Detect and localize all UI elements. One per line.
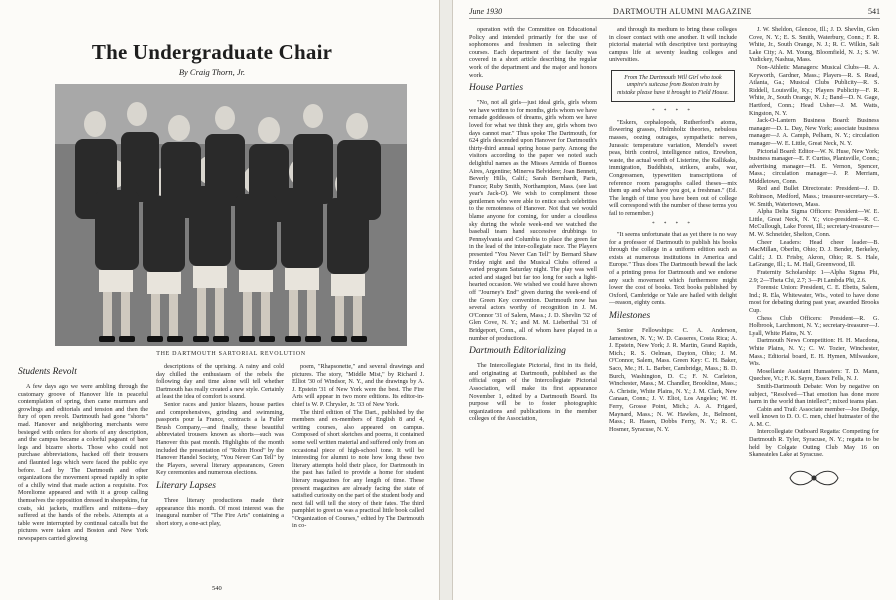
paragraph: The third edition of The Dart., published by the members and ex-members of English 8 and 4, writing courses, also appeared on campus. Composed of short sketches and poems, it contained some well written material and suffered only from an occasional piece of high-school tone. It will be interesting for alumni to note how long these two literary attempts hold their place, for Dartmouth in the past has failed to provide a home for student literary magazines for any length of time. These present magazines are already facing the state of satisfied curiosity on the part of the student body and next fall will tell the story of their fates. The third pamphlet to greet us was a practical little book called "Organization of Courses," edited by The Dartmouth in co- (292, 408, 424, 530)
right-page (452, 0, 896, 600)
paragraph: and through its medium to bring these colleges in closer contact with one another. It will include pictorial material with descriptive text portraying campus life at seventy leading colleges and universities. (609, 26, 737, 64)
right-column-3 (749, 26, 879, 592)
paragraph: operation with the Committee on Educational Policy and intended primarily for the use of sophomores and freshmen in selecting their courses. Each department of the faculty was covered in a short article describing the regular work of the department and the major and honors work. (469, 26, 597, 79)
paragraph: Cabin and Trail: Associate member—Joe Dodge, well known to D. O. C. men, chief hutmaster of the A. M. C. (749, 405, 879, 428)
paragraph: Alpha Delta Sigma Officers: President—W. E. Little, Great Neck, N. Y.; vice-president—R. C. McCullough, Lake Forest, Ill.; secretary-treasurer—M. W. Schneider, Shelton, Conn. (749, 208, 879, 239)
paragraph: Forensic Union: President, C. E. Ebetts, Salem, Ind.; R. Ela, Whitewater, Wis., voted to have done most for debating during past year, awarded Brooks Cup. (749, 284, 879, 314)
section-heading-house-parties: House Parties (469, 83, 524, 94)
paragraph: Non-Athletic Managers: Musical Clubs—R. A. Keyworth, Gardner, Mass.; Players—R. S. Read, Atlanta, Ga.; Musical Clubs Publicity—R. S. Riddell, Louisville, Ky.; Players Publicity—F. R. White, Jr., South Orange, N. J.; Band—D. N. Gage, Hartford, Conn.; Head Usher—J. M. Watts, Kingston, N. Y. (749, 63, 879, 117)
paragraph: Smith-Dartmouth Debate: Won by negative on subject, "Resolved—That emotion has done more harm in the world than intellect"; mixed teams plan. (749, 382, 879, 406)
section-divider: * * * * (652, 221, 694, 227)
section-heading-literary-lapses: Literary Lapses (156, 480, 216, 491)
left-page (0, 0, 440, 600)
paragraph: Senior races and junior blazers, house parties and comprehensives, grinding and swimming, passports pour la France, contracts a la Fuller Brush Company,—and finally, these beautiful abbreviated trousers known as shorts—such was Hanover this past month. Highlights of the month included the presentation of "Robin Hood" by the Hanover Handel Society, "You Never Can Tell" by the Players, several literary appearances, Green Key ceremonies and numerous elections. (156, 400, 284, 477)
paragraph: Jack-O-Lantern Business Board: Business manager—D. L. Day, New York; associate business manager—J. A. Camph, Pelham, N. Y.; circulation manager—W. E. Little, Great Neck, N. Y. (749, 117, 879, 147)
paragraph: Three literary productions made their appearance this month. Of most interest was the inaugural number of "The Fire Arts" containing a short story, a one-act play, (156, 496, 284, 527)
left-column-2 (156, 363, 284, 573)
page-number-right: 541 (868, 7, 880, 16)
magazine-title: DARTMOUTH ALUMNI MAGAZINE (613, 7, 752, 16)
paragraph: descriptions of the uprising. A rainy and cold day chilled the enthusiasm of the rebels the following day and time alone will tell whether Dartmouth has really created a new style. Certainly at least the idea of comfort is sound. (156, 363, 284, 401)
paragraph: Fraternity Scholarship: 1—Alpha Sigma Phi, 2.9; 2—Theta Chi, 2.7; 3—Pi Lambda Phi, 2.6. (749, 269, 879, 284)
section-divider: * * * * (652, 109, 694, 115)
left-column-1 (18, 363, 148, 573)
right-column-2 (609, 26, 737, 592)
page-number-left: 540 (212, 585, 222, 592)
paragraph: Red and Bullet Directorate: President—J. D. Robinson, Medford, Mass.; treasurer-secretary—S. W. Smith, Watertown, Mass. (749, 185, 879, 208)
paragraph: Dartmouth News Competition: H. H. Macdona, White Plains, N. Y.; C. W. Tozier, Winchester, Mass.; Editorial board, E. H. Hymen, Milwaukee, Wis. (749, 337, 879, 368)
ornament-icon (749, 467, 879, 492)
byline: By Craig Thorn, Jr. (178, 67, 246, 77)
section-heading-milestones: Milestones (609, 311, 651, 322)
paragraph: "No, not all girls—just ideal girls, girls whom we have written to for months, girls whom we have remade goddesses of dreams, girls whom we have loved for what we think they are, girls whom two days cannot mar." Thus spoke The Dartmouth, for 624 girls descended upon Hanover for Dartmouth's thirty-third annual spring house party. Among the visitors according to the paper we noted such delightful names as the Misses Armida of Buenos Aires, Argentine; Minerva Belvidere; Joan Bennett, Beverly Hills, Calif.; Sarah Bernhardt, Paris, France; Ruby Smith, Northampton, Mass. (see last year's Jack-O). We wish to compliment those gentlemen who were able to entice such celebrities to the remoteness of Hanover. Not that we would blame anyone for coming, for under a cloudless sky during the whole week-end we watched the baseball team hand successive drubbings to Pennsylvania and Columbia to place the green far in the lead of the inter-collegiate race. The Players presented "You Never Can Tell" by Bernard Shaw Friday night and the Musical Clubs offered a varied program Saturday night. The play was well acted and staged but far too long for such a light-hearted occasion. We wished we could have shown off "Journey's End" given during the week-end of the Green Key convention. Dartmouth now has several actors worthy of recognition in J. M. O'Connor '31 of Salem, Mass.; J. D. Shevlin '32 of Glen Cove, N. Y.; and M. M. Lieberthal '31 of Bridgeport, Conn., all of whom have played in a number of productions. (469, 99, 597, 342)
paragraph: Senior Fellowships: C. A. Anderson, Jamestown, N. Y.; W. D. Casseres, Costa Rica; A. J. Epstein, New York; J. R. Martin, Grand Rapids, Mich.; R. S. Oelman, Dayton, Ohio; J. M. O'Connor, Salem, Mass. Green Key: C. H. Baker, Saco, Me.; H. L. Barber, Cambridge, Mass.; B. D. Burch, Washington, D. C.; F. N. Carleton, Winchester, Mass.; M. Chandler, Brookline, Mass.; A. Christie, White Plains, N. Y.; J. M. Clark, New Canaan, Conn.; J. V. Eliot, Los Angeles; W. H. Ferry, Grosse Point, Mich.; A. A. Frigard, Maynard, Mass.; N. W. Hawkes, Jr., Belmont, Mass.; R. Hasen, Dobbs Ferry, N. Y.; R. C. Hosmer, Syracuse, N. Y. (609, 327, 737, 433)
paragraph: A few days ago we were ambling through the customary groove of Hanover life in peaceful contemplation of spring, then came murmurs and growlings and editorials and tension and then the fury of open revolt. Dartmouth had gone "shorts" mad. Hanover and neighboring merchants were besieged with orders for shorts of any description, and the campus became a colorful pageant of bare legs and bizarre shorts. Those who could not purchase abbreviations, hacked off their trousers and flaunted legs which were faced the public eye before. Led by The Dartmouth and other organizations the movement spread rapidly in spite of a chilly wind that made action a requisite. Fox Moreliome appeared and with it a group calling themselves the opposition dressed in sheepskins, fur coats, ski jackets, mufflers and mittens—they suffered at the hands of the rebels. Attempts at a table were interrupted by continual catcalls but the pictures were taken and Boston and New York newspapers carried glowing (18, 383, 148, 542)
right-column-1 (469, 26, 597, 592)
paragraph: "It seems unfortunate that as yet there is no way for a professor of Dartmouth to publish his books through the college in a uniform edition such as exists at numerous institutions in America and Europe." Thus does The Dartmouth bewail the lack of a printing press for Dartmouth and we endorse any such movement which furthermore might lower the cost of books. Text books published by Oxford, Cambridge or Yale are hailed with delight—reason, eighty cents. (609, 231, 737, 307)
boxed-notice: From The Dartmouth Will Girl who took umpire's suitcase from Boston train by mistake please have it brought to Field House. (611, 70, 735, 102)
paragraph: Pictorial Board: Editor—W. N. Huse, New York; business manager—E. F. Curtiss, Plantsville, Conn.; advertising manager—H. E. Vernon, Spencer, Mass.; circulation manager—J. P. Merriam, Middletown, Conn. (749, 147, 879, 185)
page-gutter (440, 0, 452, 600)
paragraph: Intercollegiate Outboard Regatta: Competing for Dartmouth R. Tyler, Syracuse, N. Y.; regatta to be held by Colgate Outing Club May 16 on Skaneateles Lake at Syracuse. (749, 428, 879, 459)
article-title: The Undergraduate Chair (91, 40, 333, 64)
section-heading-students-revolt: Students Revolt (18, 367, 77, 377)
issue-date: June 1930 (469, 7, 503, 16)
running-header (469, 7, 880, 19)
paragraph: Mosellanie Assistant Humasters: T. D. Mann, Quechee, Vt.; F. K. Sayre, Essex Fells, N. J. (749, 367, 879, 383)
paragraph: Cheer Leaders: Head cheer leader—B. MacMillan, Oberlin, Ohio; D. J. Bender, Berkeley, Calif.; J. D. Frisby, Akron, Ohio; R. S. Hale, LaGrange, Ill.; L. M. Hall, Greenwood, Ill. (749, 238, 879, 269)
paragraph: "Eskers, cephalopods, Rutherford's atoms, flowering grasses, Helmholtz theories, nebulous masses, oozing outrages, sympathetic nerves, Jurassic temperature variation, Mendel's sweet peas, birth control, intelligence ratios, Erewhon, waste, the actual worth of Listerine, the Kallikaks, immigration, Buddhists, strikers, arabs, war, Congressmen, typewritten transcriptions of reference room paragraphs called theses—mix them up and what have you got, a freshman." (Ed. The length of time you have been out of college will correspond with the number of these terms you fail to remember.) (609, 118, 737, 217)
paragraph: The Intercollegiate Pictorial, first in its field, and originating at Dartmouth, published as the official organ of the Intercollegiate Pictorial Association, will make its first appearance November 1, edited by a Dartmouth Board. Its purpose will be to foster photographic organizations and publications in the member colleges of the Association, (469, 362, 597, 423)
article-photo (55, 84, 407, 346)
section-heading-dartmouth-editorializing: Dartmouth Editorializing (469, 346, 566, 357)
paragraph: J. W. Sheldon, Glencoe, Ill.; J. D. Shevlin, Glen Cove, N. Y.; E. S. Smith, Waterbury, Conn.; F. R. White, Jr., South Orange, N. J.; R. C. Wilkin, Salt Lake City; A. M. Young, Bloomfield, N. J.; S. W. Yudickey, Nashua, Mass. (749, 26, 879, 64)
photo-caption: THE DARTMOUTH SARTORIAL REVOLUTION (156, 351, 306, 357)
paragraph: poem, "Rhapsonette," and several drawings and pictures. The story, "Middle Mist," by Richard J. Elliot '30 of Windsor, N. Y., and the drawings by A. J. Epstein '31 of New York were the best. The Fire Arts will appear in two more editions. Its editor-in-chief is W. P. Chrysler, Jr. '33 of New York. (292, 363, 424, 408)
left-column-3 (292, 363, 424, 573)
paragraph: Chess Club Officers: President—R. G. Holbrook, Larchmont, N. Y.; secretary-treasurer—J. Lyall, White Plains, N. Y. (749, 314, 879, 337)
